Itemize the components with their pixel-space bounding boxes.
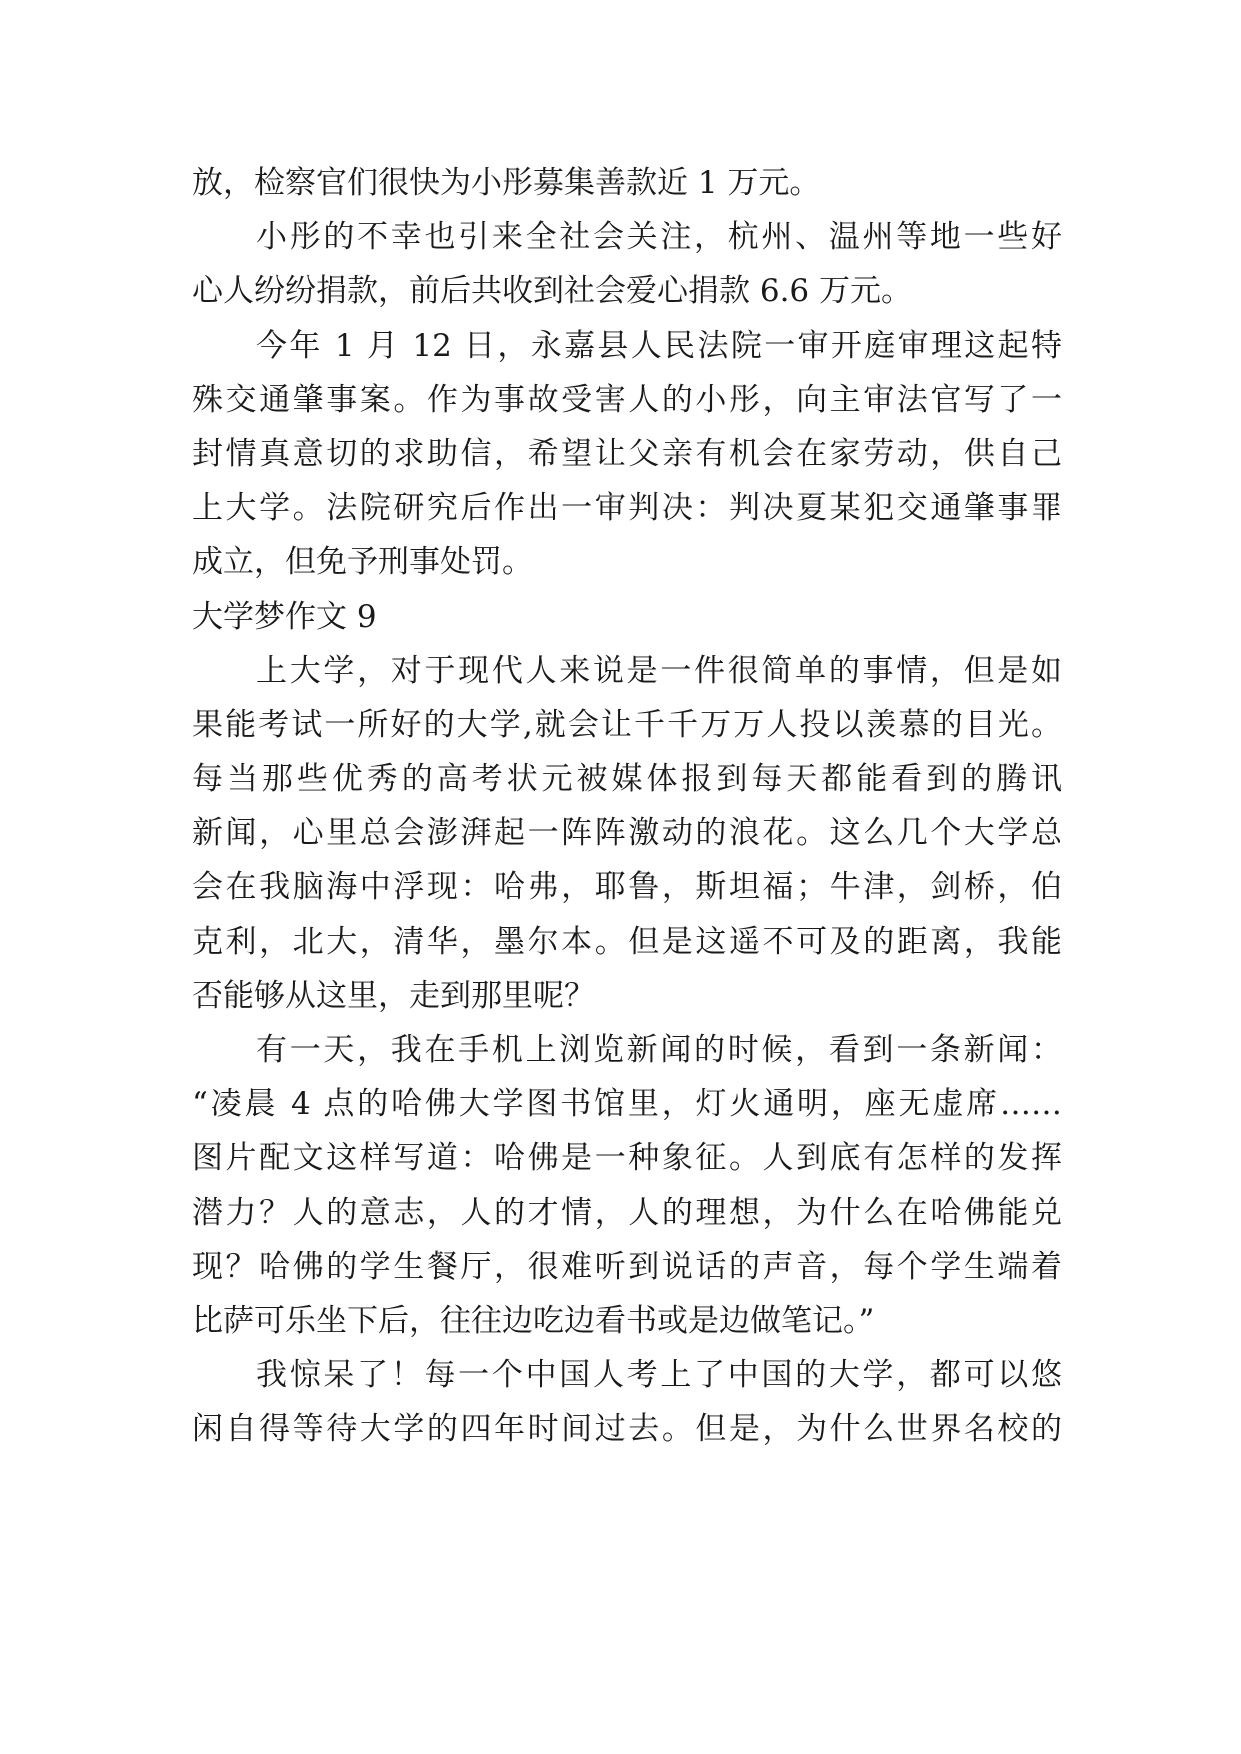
- text-line: 我惊呆了！每一个中国人考上了中国的大学，都可以悠: [256, 1357, 1062, 1394]
- text-line: 果能考试一所好的大学,就会让千千万万人投以羡慕的目光。: [192, 706, 1062, 743]
- text-line: 克利，北大，清华，墨尔本。但是这遥不可及的距离，我能: [192, 923, 1062, 960]
- text-line: 上大学，对于现代人来说是一件很简单的事情，但是如: [256, 652, 1062, 689]
- document-body: [192, 156, 1062, 1457]
- text-line: 成立，但免予刑事处罚。: [192, 544, 533, 581]
- text-line: 否能够从这里，走到那里呢？: [192, 977, 595, 1014]
- text-line: 新闻，心里总会澎湃起一阵阵激动的浪花。这么几个大学总: [192, 815, 1062, 852]
- text-line: 封情真意切的求助信，希望让父亲有机会在家劳动，供自己: [192, 435, 1062, 472]
- text-line: 今年 1 月 12 日，永嘉县人民法院一审开庭审理这起特: [256, 327, 1062, 364]
- text-line: 放，检察官们很快为小彤募集善款近 1 万元。: [192, 165, 821, 201]
- text-line: 会在我脑海中浮现：哈弗，耶鲁，斯坦福；牛津，剑桥，伯: [192, 869, 1062, 906]
- text-line: 潜力？人的意志，人的才情，人的理想，为什么在哈佛能兑: [192, 1194, 1062, 1231]
- text-line: 现？哈佛的学生餐厅，很难听到说话的声音，每个学生端着: [192, 1248, 1062, 1285]
- text-line: 小彤的不幸也引来全社会关注，杭州、温州等地一些好: [256, 219, 1062, 256]
- section-heading: 大学梦作文 9: [192, 598, 377, 635]
- text-line: 每当那些优秀的高考状元被媒体报到每天都能看到的腾讯: [192, 761, 1062, 798]
- text-line: 闲自得等待大学的四年时间过去。但是，为什么世界名校的: [192, 1411, 1062, 1448]
- text-line: 图片配文这样写道：哈佛是一种象征。人到底有怎样的发挥: [192, 1140, 1062, 1177]
- text-line: 心人纷纷捐款，前后共收到社会爱心捐款 6.6 万元。: [192, 273, 913, 310]
- text-line: 上大学。法院研究后作出一审判决：判决夏某犯交通肇事罪: [192, 490, 1062, 527]
- text-line: “凌晨 4 点的哈佛大学图书馆里，灯火通明，座无虚席……: [192, 1086, 1062, 1123]
- text-line: 殊交通肇事案。作为事故受害人的小彤，向主审法官写了一: [192, 381, 1062, 418]
- text-line: 有一天，我在手机上浏览新闻的时候，看到一条新闻：: [256, 1032, 1062, 1068]
- text-line: 比萨可乐坐下后，往往边吃边看书或是边做笔记。”: [192, 1302, 875, 1339]
